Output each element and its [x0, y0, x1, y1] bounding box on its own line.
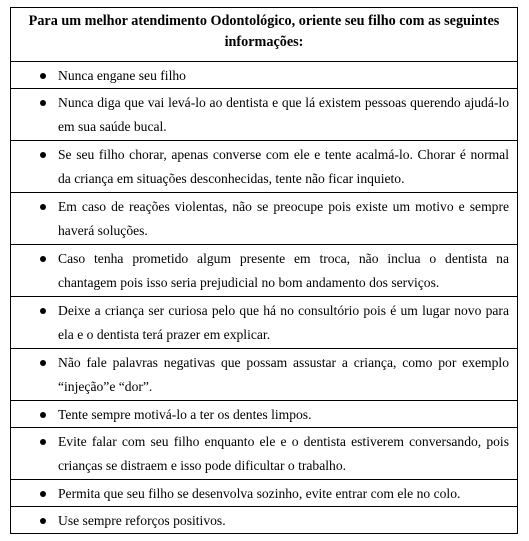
bullet-icon	[40, 152, 46, 158]
bullet-icon	[40, 204, 46, 210]
table-row	[11, 401, 518, 428]
table-row	[11, 245, 518, 297]
bullet-icon	[40, 73, 46, 79]
list-item-content	[11, 509, 509, 533]
list-item	[11, 428, 518, 480]
list-item-text: Tente sempre motivá-lo a ter os dentes limpos.	[58, 407, 312, 422]
list-item-content	[11, 351, 509, 399]
table-row	[11, 297, 518, 349]
list-item-text: Deixe a criança ser curiosa pelo que há no consultório pois é um lugar novo para ela e o dentista terá prazer em explicar.	[58, 303, 509, 342]
bullet-icon	[40, 439, 46, 445]
list-item	[11, 480, 518, 507]
list-item-content	[11, 195, 509, 243]
table-row	[11, 428, 518, 480]
orientation-table	[10, 7, 518, 534]
list-item-text: Permita que seu filho se desenvolva sozinho, evite entrar com ele no colo.	[58, 486, 461, 501]
list-item-text: Use sempre reforços positivos.	[58, 513, 226, 528]
list-item-text: Não fale palavras negativas que possam assustar a criança, como por exemplo “injeção”e “dor”.	[58, 355, 509, 394]
list-item	[11, 141, 518, 193]
list-item-content	[11, 403, 509, 427]
list-item	[11, 401, 518, 428]
list-item-content	[11, 482, 509, 506]
list-item-text: Nunca diga que vai levá-lo ao dentista e que lá existem pessoas querendo ajudá-lo em sua saúde bucal.	[58, 95, 509, 134]
table-row	[11, 480, 518, 507]
list-item-content	[11, 64, 509, 88]
list-item	[11, 62, 518, 89]
list-item-content	[11, 299, 509, 347]
bullet-icon	[40, 100, 46, 106]
list-item-text: Caso tenha prometido algum presente em troca, não inclua o dentista na chantagem pois isso seria prejudicial no bom andamento dos serviços.	[58, 251, 509, 290]
list-item-text: Evite falar com seu filho enquanto ele e o dentista estiverem conversando, pois crianças se distraem e isso pode dificultar o trabalho.	[58, 434, 509, 473]
table-row	[11, 141, 518, 193]
list-item	[11, 89, 518, 141]
table-row	[11, 62, 518, 89]
list-item	[11, 193, 518, 245]
list-item-content	[11, 143, 509, 191]
table-row	[11, 89, 518, 141]
list-item-text: Se seu filho chorar, apenas converse com ele e tente acalmá-lo. Chorar é normal da criança em situações desconhecidas, tente não ficar inquieto.	[58, 147, 509, 186]
bullet-icon	[40, 308, 46, 314]
list-item-content	[11, 247, 509, 295]
header-row	[11, 8, 518, 62]
table-row	[11, 349, 518, 401]
bullet-icon	[40, 518, 46, 524]
list-item-text: Em caso de reações violentas, não se preocupe pois existe um motivo e sempre haverá soluções.	[58, 199, 509, 238]
bullet-icon	[40, 256, 46, 262]
list-item	[11, 507, 518, 534]
table-row	[11, 193, 518, 245]
bullet-icon	[40, 412, 46, 418]
table-row	[11, 507, 518, 534]
list-item	[11, 245, 518, 297]
bullet-icon	[40, 491, 46, 497]
list-item	[11, 349, 518, 401]
list-item	[11, 297, 518, 349]
list-item-content	[11, 91, 509, 139]
list-item-text: Nunca engane seu filho	[58, 68, 186, 83]
table-header: Para um melhor atendimento Odontológico, oriente seu filho com as seguintes informações:	[11, 8, 518, 62]
list-item-content	[11, 430, 509, 478]
bullet-icon	[40, 360, 46, 366]
